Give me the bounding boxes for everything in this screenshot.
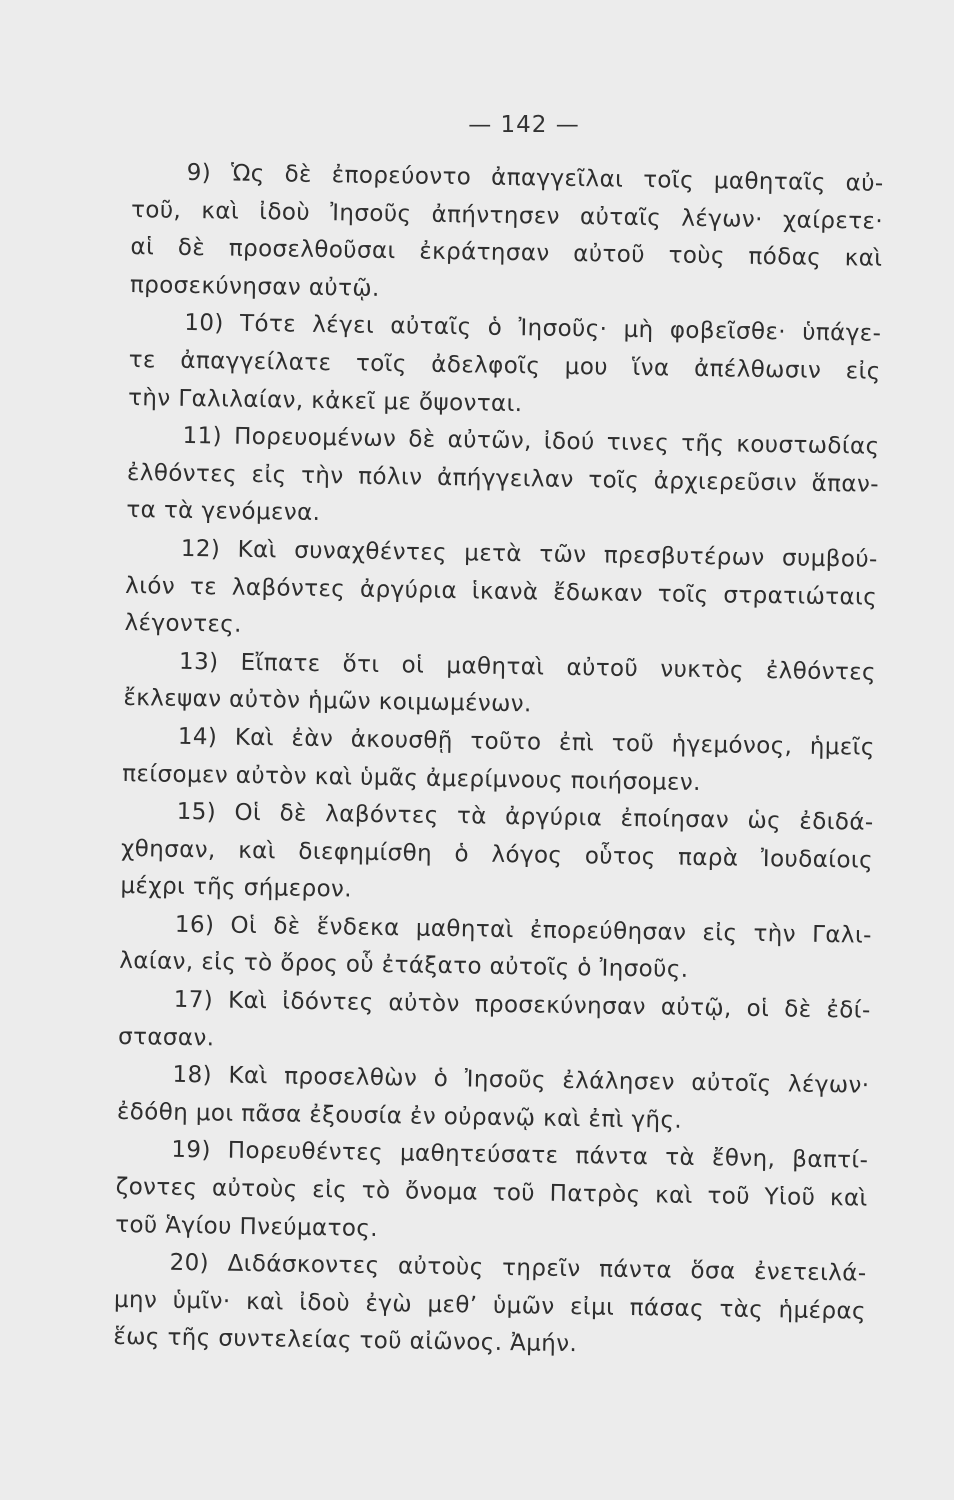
verse-13 [123,643,876,730]
verse-12 [124,530,878,655]
verse-line: χθησαν, καὶ διεφημίσθη ὁ λόγος οὗτος παρὰ Ἰουδαίοις [120,835,874,874]
verse-line: 14) Καὶ ἐὰν ἀκουσθῇ τοῦτο ἐπὶ τοῦ ἡγεμόνος, ἡμεῖς [177,723,875,761]
verse-line: 11) Πορευομένων δὲ αὐτῶν, ἰδού τινες τῆς κουστωδίας [182,422,880,460]
verse-line: μην ὑμῖν· καὶ ἰδοὺ ἐγὼ μεθ’ ὑμῶν εἰμι πάσας τὰς ἡμέρας [113,1286,867,1325]
verse-line: 16) Οἱ δὲ ἕνδεκα μαθηταὶ ἐπορεύθησαν εἰς τὴν Γαλι- [174,911,873,949]
verse-line: 15) Οἱ δὲ λαβόντες τὰ ἀργύρια ἐποίησαν ὡς ἐδιδά- [176,798,874,836]
verse-line: 13) Εἴπατε ὅτι οἱ μαθηταὶ αὐτοῦ νυκτὸς ἐλθόντες [178,648,877,686]
verse-line: ἐδόθη μοι πᾶσα ἐξουσία ἐν οὐρανῷ καὶ ἐπὶ γῆς. [116,1098,683,1134]
verse-line: 19) Πορευθέντες μαθητεύσατε πάντα τὰ ἔθνη, βαπτί- [171,1137,869,1175]
verse-text-block [113,154,884,1369]
verse-line: 9) Ὡς δὲ ἐπορεύοντο ἀπαγγεῖλαι τοῖς μαθηταῖς αὐ- [186,159,884,197]
verse-9 [130,154,884,316]
verse-14 [122,718,875,805]
verse-18 [117,1056,870,1143]
verse-10 [128,304,882,429]
verse-15 [120,793,874,918]
verse-line: 18) Καὶ προσελθὼν ὁ Ἰησοῦς ἐλάλησεν αὐτοῖς λέγων· [172,1062,870,1099]
verse-line: ἐλθόντες εἰς τὴν πόλιν ἀπήγγειλαν τοῖς ἀρχιερεῦσιν ἅπαν- [126,459,880,498]
verse-line: στασαν. [117,1023,215,1052]
verse-line: λαίαν, εἰς τὸ ὄρος οὗ ἐτάξατο αὐτοῖς ὁ Ἰησοῦς. [119,948,689,984]
page-number: — 142 — [468,112,580,138]
verse-line: 20) Διδάσκοντες αὐτοὺς τηρεῖν πάντα ὅσα ἐνετειλά- [169,1249,867,1287]
verse-line: ἕως τῆς συντελείας τοῦ αἰῶνος. Ἀμήν. [113,1324,578,1358]
verse-line: τε ἀπαγγείλατε τοῖς ἀδελφοῖς μου ἵνα ἀπέλθωσιν εἰς [128,346,881,385]
verse-20 [113,1244,867,1369]
verse-line: τα τὰ γενόμενα. [126,497,321,527]
verse-17 [118,981,871,1068]
verse-11 [126,417,880,542]
verse-line: 17) Καὶ ἰδόντες αὐτὸν προσεκύνησαν αὐτῷ, οἱ δὲ ἐδί- [173,986,871,1024]
verse-line: λέγοντες. [124,610,243,638]
verse-19 [115,1131,869,1256]
verse-line: τοῦ Ἁγίου Πνεύματος. [114,1211,379,1242]
verse-line: πείσομεν αὐτὸν καὶ ὑμᾶς ἀμερίμνους ποιήσομεν. [122,760,702,796]
verse-line: προσεκύνησαν αὐτῷ. [129,271,380,302]
verse-line: ζοντες αὐτοὺς εἰς τὸ ὄνομα τοῦ Πατρὸς καὶ τοῦ Υἱοῦ καὶ [115,1173,868,1212]
verse-line: μέχρι τῆς σήμερον. [120,873,353,903]
verse-line: ἔκλεψαν αὐτὸν ἡμῶν κοιμωμένων. [123,685,532,718]
verse-line: αἱ δὲ προσελθοῦσαι ἐκράτησαν αὐτοῦ τοὺς πόδας καὶ [130,234,883,272]
verse-line: λιόν τε λαβόντες ἀργύρια ἱκανὰ ἔδωκαν τοῖς στρατιώταις [125,572,878,611]
verse-line: τοῦ, καὶ ἰδοὺ Ἰησοῦς ἀπήντησεν αὐταῖς λέγων· χαίρετε· [130,196,884,235]
verse-line: 12) Καὶ συναχθέντες μετὰ τῶν πρεσβυτέρων συμβού- [180,535,878,573]
verse-line: 10) Τότε λέγει αὐταῖς ὁ Ἰησοῦς· μὴ φοβεῖσθε· ὑπάγε- [184,310,882,348]
verse-line: τὴν Γαλιλαίαν, κἀκεῖ με ὄψονται. [127,384,523,417]
verse-16 [119,906,872,993]
